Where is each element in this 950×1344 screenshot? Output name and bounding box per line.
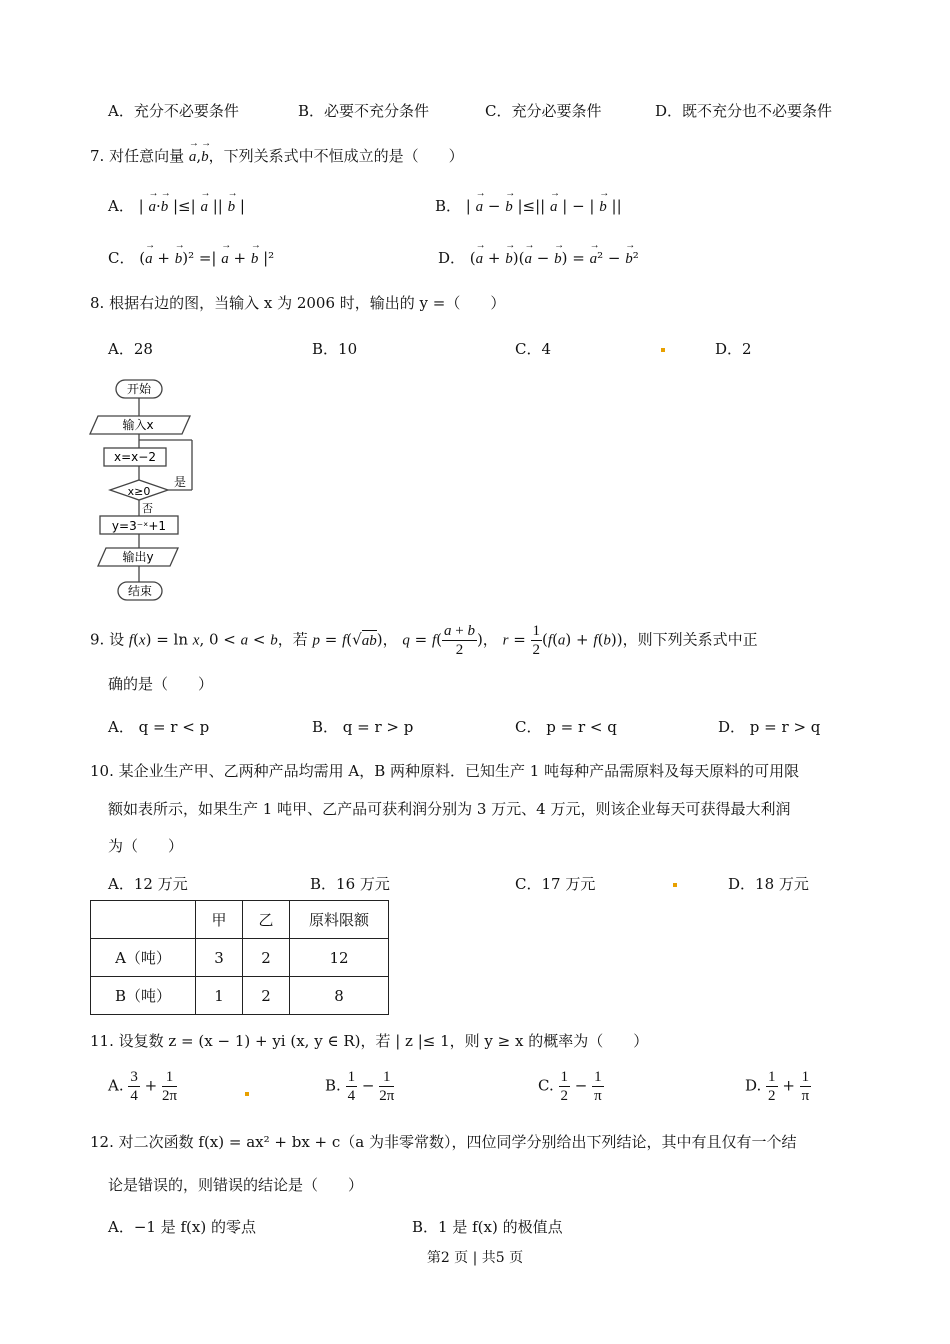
q10-line2: 额如表所示，如果生产 1 吨甲、乙产品可获利润分别为 3 万元、4 万元，则该企业每天可获得最大利润 <box>108 800 791 818</box>
q11-option-b: B. $\frac{1}{4}$ − $\frac{1}{2\pi}$ <box>325 1069 395 1104</box>
table-row <box>91 977 389 1015</box>
q10-option-d: D．18 万元 <box>728 875 809 893</box>
q10-option-a: A．12 万元 <box>108 875 188 893</box>
flow-no-text: 否 <box>142 502 153 515</box>
q9-stem: 9. 设 f(x) = ln x, 0 < a < b，若 p = f(√ab)， q = f( $\frac{a + b}{2}$ )， r = $\frac{1}{2}$ (f(a) + f(b))，则下列关系式中正 <box>90 623 758 658</box>
table-header-row <box>91 901 389 939</box>
table-cell: 1 <box>196 977 243 1015</box>
q6-option-b: B．必要不充分条件 <box>298 102 430 120</box>
q6-option-d: D．既不充分也不必要条件 <box>655 102 833 120</box>
q9-option-b: B． q = r > p <box>312 718 414 736</box>
q7-option-c: C． (→ a + → b)² =| → a + → b |² <box>108 247 274 268</box>
q9-frac-half: $\frac{1}{2}$ <box>532 623 541 658</box>
table-header-cell: 原料限额 <box>290 901 389 939</box>
q8-option-d: D．2 <box>715 340 752 358</box>
table-cell: 2 <box>243 939 290 977</box>
stray-mark <box>661 348 665 352</box>
q8-option-a: A．28 <box>108 340 153 358</box>
q9-option-d: D． p = r > q <box>718 718 821 736</box>
flow-calc-text: y=3⁻ˣ+1 <box>111 519 167 533</box>
q8-option-b: B．10 <box>312 340 358 358</box>
q8-option-c: C．4 <box>515 340 552 358</box>
table-header-cell: 甲 <box>196 901 243 939</box>
stray-mark <box>673 883 677 887</box>
q10-option-b: B．16 万元 <box>310 875 390 893</box>
q12-line2: 论是错误的，则错误的结论是（ ） <box>108 1176 364 1194</box>
q9-frac-ab: $\frac{a + b}{2}$ <box>443 623 475 658</box>
q12-line1: 12. 对二次函数 f(x) = ax² + bx + c（a 为非零常数），四位同学分别给出下列结论，其中有且仅有一个结 <box>90 1133 797 1151</box>
q11-stem: 11. 设复数 z = (x − 1) + yi (x, y ∈ R)，若 | z |≤ 1，则 y ≥ x 的概率为（ ） <box>90 1032 649 1050</box>
table-cell: 2 <box>243 977 290 1015</box>
table-cell: A（吨） <box>91 939 196 977</box>
q11-option-d: D. $\frac{1}{2}$ + $\frac{1}{\pi}$ <box>745 1069 810 1104</box>
q9-option-a: A． q = r < p <box>108 718 210 736</box>
stray-mark <box>245 1092 249 1096</box>
flow-start-text: 开始 <box>126 382 152 396</box>
table-cell: 3 <box>196 939 243 977</box>
flow-input-text: 输入x <box>122 418 154 432</box>
q10-option-c: C．17 万元 <box>515 875 596 893</box>
q11-option-c: C. $\frac{1}{2}$ − $\frac{1}{\pi}$ <box>538 1069 602 1104</box>
q6-option-c: C．充分必要条件 <box>485 102 602 120</box>
flow-assign-text: x=x−2 <box>114 450 156 464</box>
q9-option-c: C． p = r < q <box>515 718 617 736</box>
flow-yes-text: 是 <box>174 475 187 489</box>
flow-output-text: 输出y <box>122 550 154 564</box>
q12-option-a: A．−1 是 f(x) 的零点 <box>108 1218 256 1236</box>
q12-option-b: B．1 是 f(x) 的极值点 <box>412 1218 563 1236</box>
table-row <box>91 939 389 977</box>
resource-table <box>90 900 389 1015</box>
table-header-cell <box>91 901 196 939</box>
q7-stem: 7. 对任意向量 → a,→ b，下列关系式中不恒成立的是（ ） <box>90 145 464 166</box>
flow-cond-text: x≥0 <box>127 485 151 498</box>
flow-end-text: 结束 <box>127 584 153 598</box>
flowchart <box>86 376 206 604</box>
table-cell: 8 <box>290 977 389 1015</box>
table-header-cell: 乙 <box>243 901 290 939</box>
q10-line1: 10. 某企业生产甲、乙两种产品均需用 A，B 两种原料．已知生产 1 吨每种产品需原料及每天原料的可用限 <box>90 762 800 780</box>
q7-option-b: B． | → a − → b |≤|| → a | − | → b || <box>435 195 622 216</box>
table-cell: 12 <box>290 939 389 977</box>
table-cell: B（吨） <box>91 977 196 1015</box>
q7-option-a: A． | → a·→ b |≤| → a || → b | <box>108 195 245 216</box>
q9-cont: 确的是（ ） <box>108 675 214 693</box>
q8-stem: 8. 根据右边的图，当输入 x 为 2006 时，输出的 y =（ ） <box>90 294 506 312</box>
q7-option-d: D． (→ a + → b)(→ a − → b) = → a² − → b² <box>438 247 639 268</box>
page-footer: 第2 页 | 共5 页 <box>426 1250 524 1266</box>
q11-option-a: A. $\frac{3}{4}$ + $\frac{1}{2\pi}$ <box>108 1069 178 1104</box>
q10-line3: 为（ ） <box>108 837 184 855</box>
q6-option-a: A．充分不必要条件 <box>108 102 239 120</box>
